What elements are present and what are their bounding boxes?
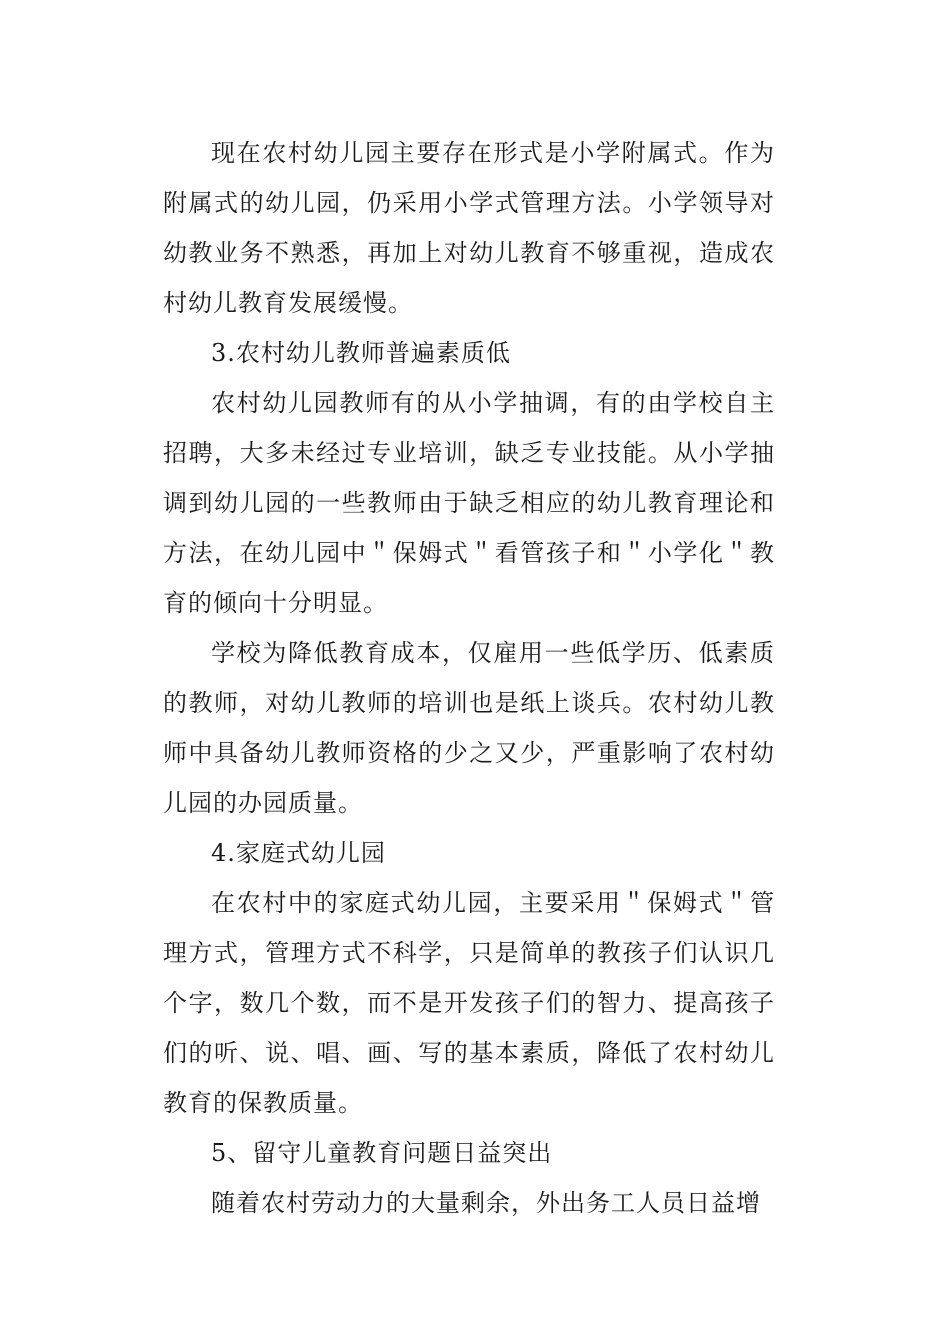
document-page bbox=[163, 128, 775, 1228]
section-heading-5: 5、留守儿童教育问题日益突出 bbox=[211, 1139, 553, 1167]
body-paragraph: 现在农村幼儿园主要存在形式是小学附属式。作为附属式的幼儿园，仍采用小学式管理方法。小学领导对幼教业务不熟悉，再加上对幼儿教育不够重视，造成农村幼儿教育发展缓慢。 bbox=[163, 139, 775, 317]
section-heading-3: 3.农村幼儿教师普遍素质低 bbox=[211, 339, 511, 367]
body-paragraph: 在农村中的家庭式幼儿园，主要采用＂保姆式＂管理方式，管理方式不科学，只是简单的教孩子们认识几个字，数几个数，而不是开发孩子们的智力、提高孩子们的听、说、唱、画、写的基本素质，降低了农村幼儿教育的保教质量。 bbox=[163, 889, 775, 1117]
body-paragraph: 农村幼儿园教师有的从小学抽调，有的由学校自主招聘，大多未经过专业培训，缺乏专业技能。从小学抽调到幼儿园的一些教师由于缺乏相应的幼儿教育理论和方法，在幼儿园中＂保姆式＂看管孩子和＂小学化＂教育的倾向十分明显。 bbox=[163, 389, 775, 617]
section-heading-4: 4.家庭式幼儿园 bbox=[211, 839, 386, 867]
body-paragraph: 随着农村劳动力的大量剩余，外出务工人员日益增 bbox=[211, 1189, 761, 1217]
body-paragraph: 学校为降低教育成本，仅雇用一些低学历、低素质的教师，对幼儿教师的培训也是纸上谈兵。农村幼儿教师中具备幼儿教师资格的少之又少，严重影响了农村幼儿园的办园质量。 bbox=[163, 639, 775, 817]
